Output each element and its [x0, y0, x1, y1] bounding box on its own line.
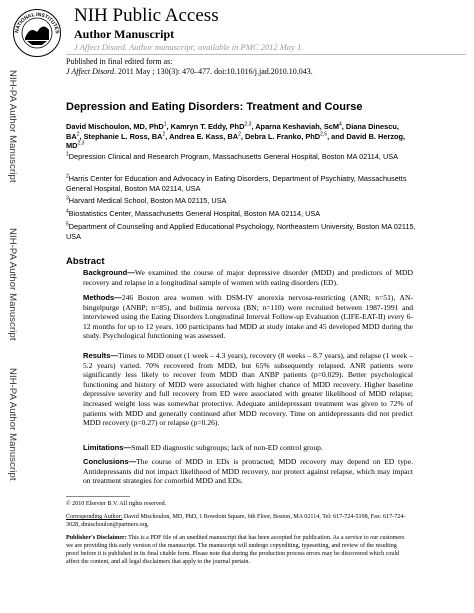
abstract-background: Background—We examined the course of major depressive disorder (MDD) and predictors of MDD recovery and relapse in a longitudinal sample of women with eating disorders (ED). [83, 268, 413, 287]
author: David B. Herzog, MD$^{2,3}$ [66, 131, 406, 151]
nih-public-access-title: NIH Public Access [74, 5, 219, 26]
author: Stephanie L. Ross, $BA^2$, [83, 131, 170, 141]
abstract-conclusions: Conclusions—The course of MDD in EDs is protracted; MDD recovery may depend on ED type. Antidepressants did not impact likelihood of MDD recovery, nor protect against relapse, which may impact on treatment strategies for comorbid MDD and EDs. [83, 457, 413, 486]
affiliation: $^4$Biostatistics Center, Massachusetts General Hospital, Boston MA 02114, USA [66, 208, 321, 218]
citation-volume: . 2011 May ; 130(3): 470–477. doi:10.1016/j.jad.2010.10.043. [114, 67, 313, 76]
article-title: Depression and Eating Disorders: Treatment and Course [66, 101, 363, 113]
author: Kamryn T. Eddy, PhD$^{2,3}$, [170, 121, 256, 131]
author-manuscript-label: Author Manuscript [74, 27, 175, 41]
header-divider [66, 54, 466, 55]
author: Debra L. Franko, PhD$^{2,5}$, and [244, 131, 347, 141]
author: Andrea E. Kass, $BA^2$, [169, 131, 245, 141]
copyright-note: © 2010 Elsevier B.V. All rights reserved. [66, 501, 167, 507]
side-label-top: NIH-PA Author Manuscript [7, 70, 18, 183]
nih-seal-logo [12, 8, 62, 58]
affiliation: $^1$Depression Clinical and Research Program, Massachusetts General Hospital, Boston MA 02114, USA [66, 151, 398, 161]
author: David Mischoulon, MD, PhD$^1$, [66, 121, 171, 131]
author: Aparna Keshaviah, ScM$^4$, [255, 121, 346, 131]
affiliation: $^5$Department of Counseling and Applied Educational Psychology, Northeastern University, Boston MA 02115, USA [66, 221, 416, 241]
footnote-divider [66, 496, 130, 497]
affiliation: $^3$Harvard Medical School, Boston MA 02115, USA [66, 195, 227, 205]
author: Diana Dinescu, $BA^2$, [66, 122, 399, 141]
publisher-disclaimer: Publisher's Disclaimer: This is a PDF file of an unedited manuscript that has been accepted for publication. As a service to our customers we are providing this early version of the manuscript. The manuscript will undergo copyediting, typesetting, and review of the resulting proof before it is published in its final citable form. Please note that during the production process errors may be discovered which could affect the content, and all legal disclaimers that apply to the journal pertain. [66, 535, 405, 565]
side-label-middle: NIH-PA Author Manuscript [7, 228, 18, 341]
abstract-results: Results—Times to MDD onset (1 week – 4.3 years), recovery (8 weeks – 8.7 years), and relapse (1 week – 5.2 years) varied. 70% recovered from MDD, but 65% subsequently relapsed. ANR patients were significantly less likely to recover from MDD than ANBP patients (p=0.029). Better psychological functioning and history of MDD were associated with higher chance of MDD recovery. Higher baseline depressive severity and full recovery from ED were associated with greater likelihood of MDD relapse; increased weight loss was somewhat protective. Adequate antidepressant treatment was given to 72% of patients with MDD and generally continued after MDD recovery. Time on antidepressants did not predict MDD recovery (p=0.27) or relapse (p=0.26). [83, 351, 413, 428]
citation-details [66, 67, 313, 77]
abstract-heading: Abstract [66, 256, 105, 267]
availability-note: J Affect Disord. Author manuscript; available in PMC 2012 May 1. [74, 42, 304, 52]
svg-text:NATIONAL INSTITUTES OF HEALTH: NATIONAL INSTITUTES [14, 11, 60, 35]
affiliation: $^2$Harris Center for Education and Advocacy in Eating Disorders, Department of Psychiatry, Massachusetts General Hospital, Boston MA 02114, USA [66, 173, 407, 193]
citation-journal: J Affect Disord [66, 67, 114, 76]
author-list [66, 122, 412, 151]
citation-intro: Published in final edited form as: [66, 57, 173, 66]
citation [66, 57, 313, 77]
side-label-bottom: NIH-PA Author Manuscript [7, 368, 18, 481]
abstract-methods: Methods—246 Boston area women with DSM-IV anorexia nervosa-restricting (ANR; n=51), AN-bingelpurge (ANBP; n=85), and bulimia nervosa (BN; n=110) were recruited between 1987-1991 and interviewed using the Eating Disorders Longitudinal Interval Follow-up Evaluation (LIFE-EAT-II) every 6-12 months for up to 12 years. 100 participants had MDD at study intake and 45 developed MDD during the study. Psychological functioning was assessed. [83, 293, 413, 341]
abstract-limitations: Limitations—Small ED diagnostic subgroups; lack of non-ED control group. [83, 443, 323, 452]
corresponding-author-note: Corresponding Author: David Mischoulon, MD, PhD, 1 Bowdoin Square, 6th Floor, Boston, MA 02114, Tel: 617-724-5198, Fax: 617-724-3028, dmischoulon@partners.org. [66, 514, 406, 528]
